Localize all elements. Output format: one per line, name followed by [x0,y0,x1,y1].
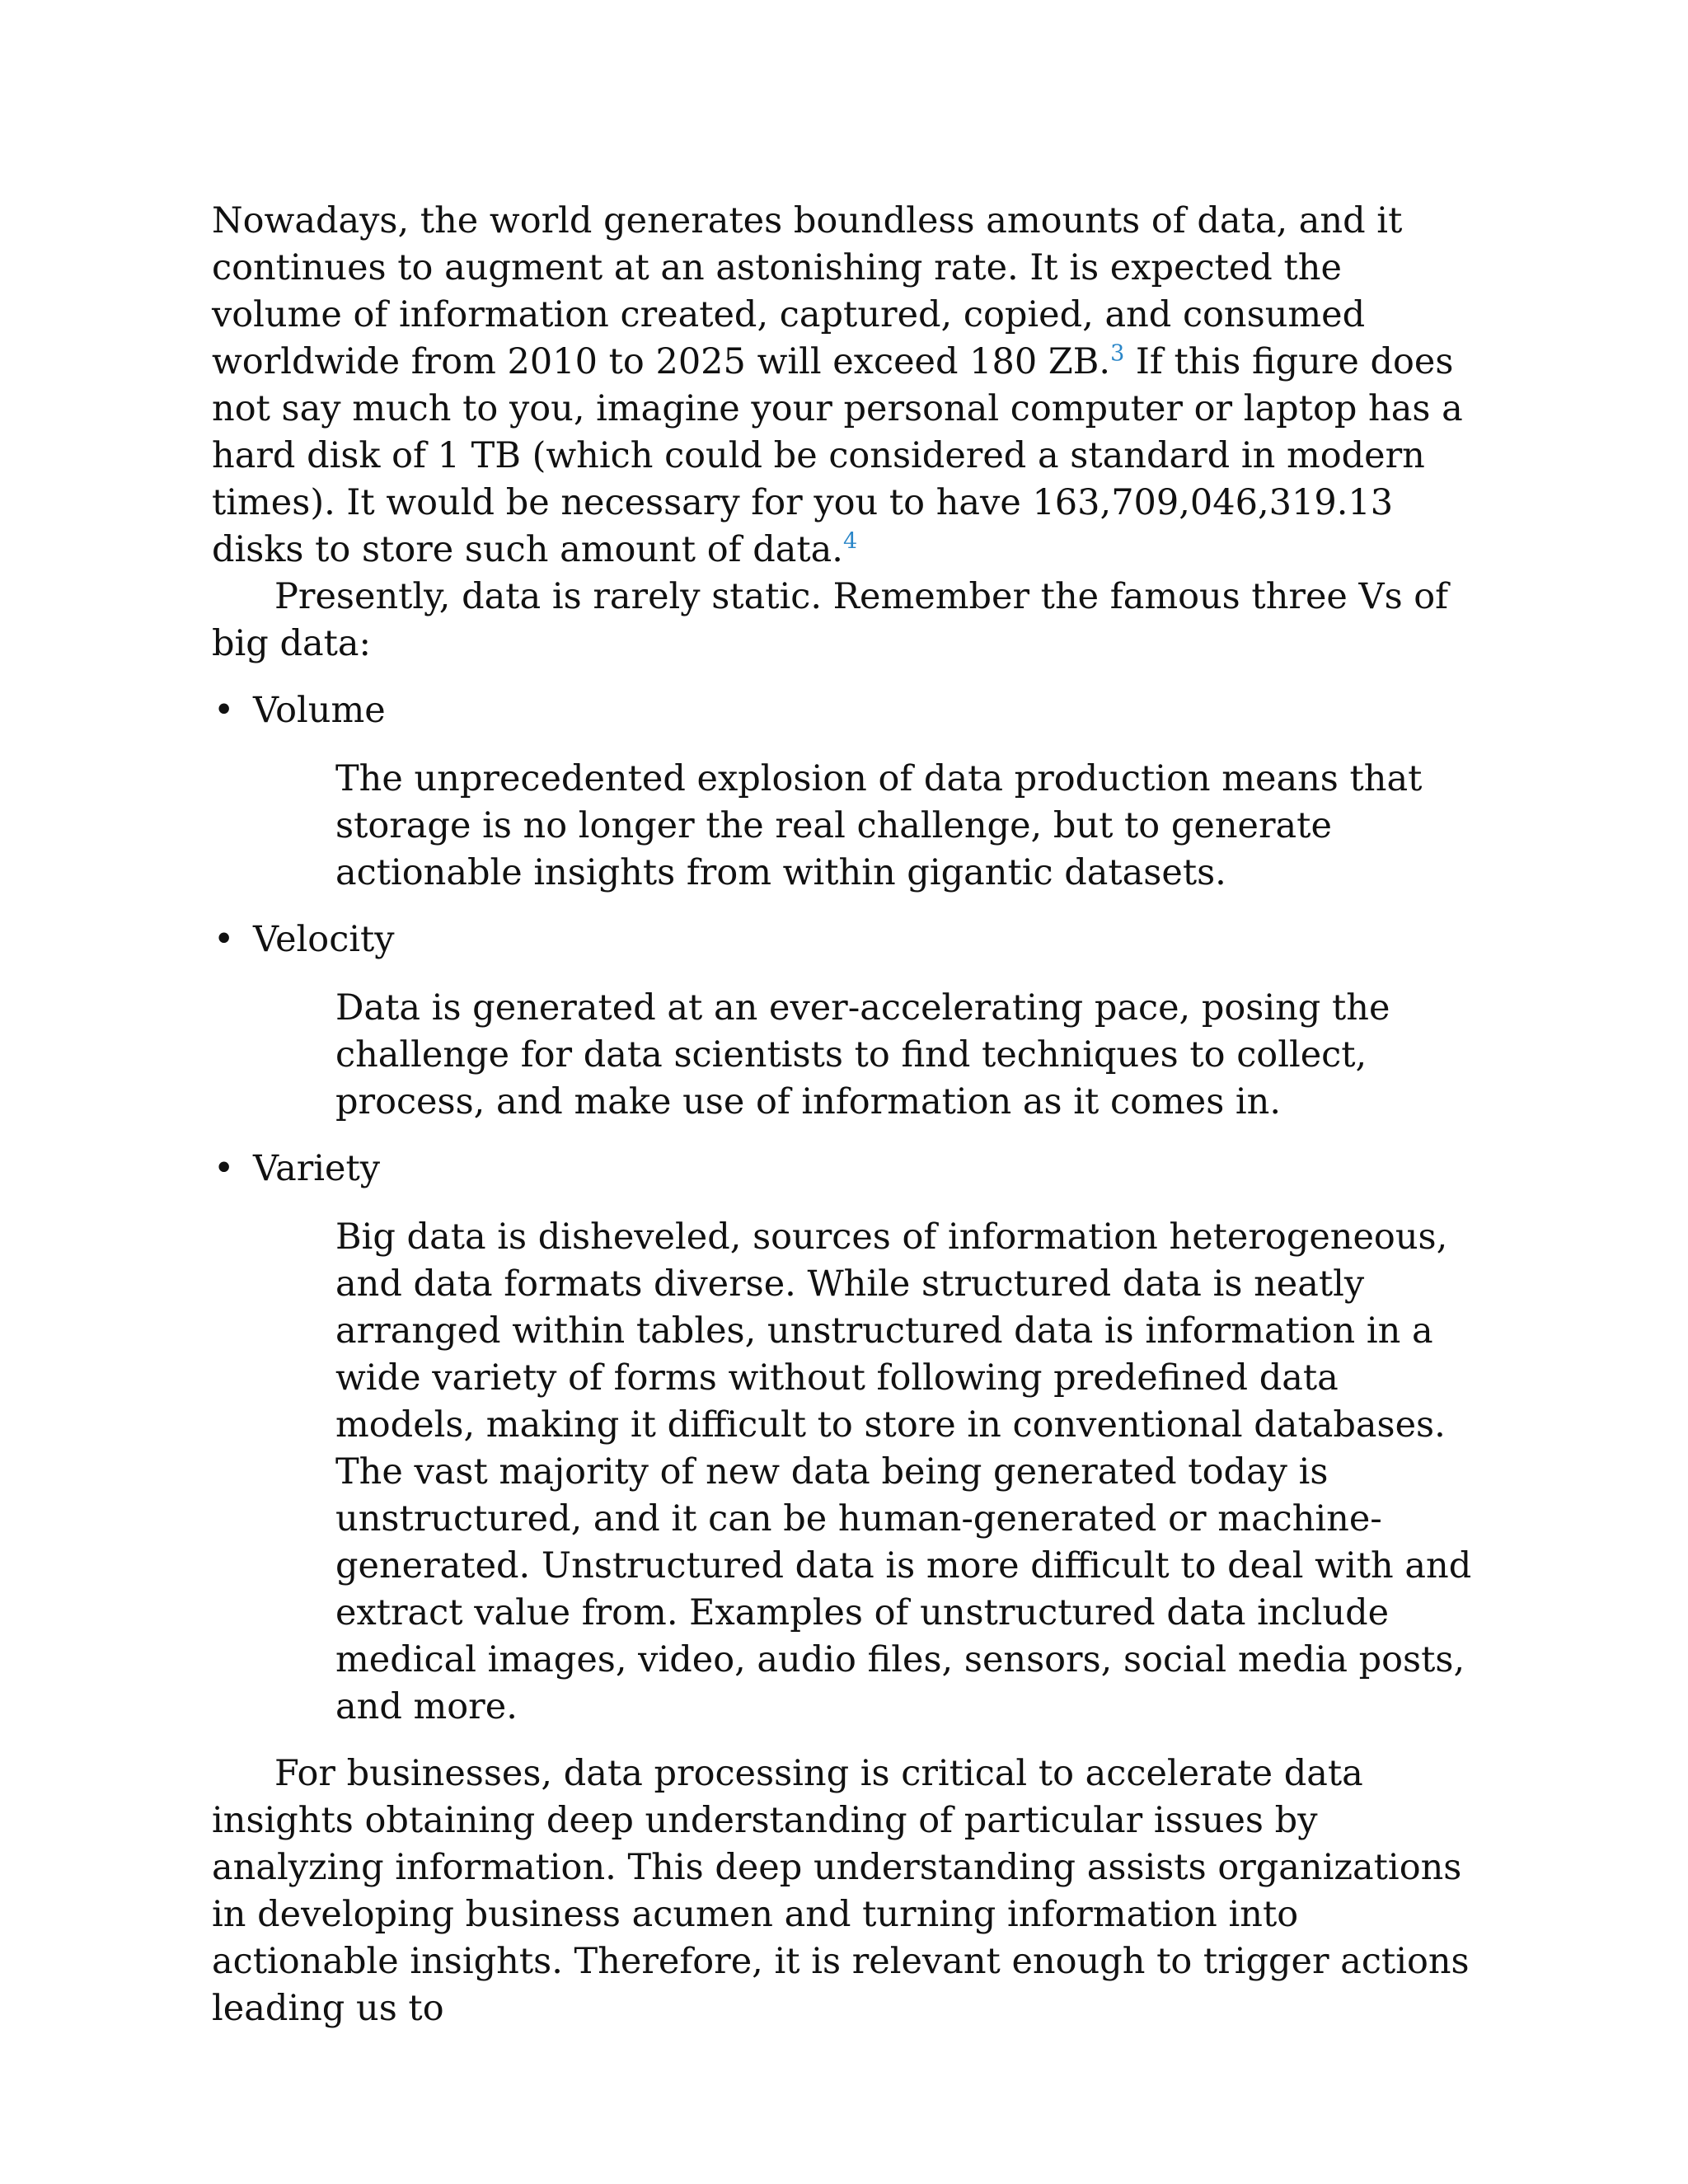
footnote-ref-3[interactable]: 3 [1110,340,1125,367]
bullet-icon: • [213,919,235,960]
list-item-term: Variety [253,1148,381,1189]
list-item-volume [212,687,1481,897]
paragraph-intro-text: Nowadays, the world generates boundless amounts of data, and it continues to augment at an astonishing rate. It is expected the volume of information created, captured, copied, and consumed worldwide from 2010 to 2025 will exceed 180 ZB. [212,200,1403,382]
list-item-description: Big data is disheveled, sources of information heterogeneous, and data formats diverse. While structured data is neatly arranged within tables, unstructured data is information in a wide variety of forms without following predefined data models, making it difficult to store in conventional databases. The vast majority of new data being generated today is unstructured, and it can be human-generated or machine-generated. Unstructured data is more difficult to deal with and extract value from. Examples of unstructured data include medical images, video, audio files, sensors, social media posts, and more. [335,1216,1472,1727]
bullet-icon: • [213,1148,235,1189]
paragraph-business: For businesses, data processing is critical to accelerate data insights obtaining deep understanding of particular issues by analyzing information. This deep understanding assists organizations in developing business acumen and turning information into actionable insights. Therefore, it is relevant enough to trigger actions leading us to [212,1753,1470,2029]
three-vs-list [212,687,1481,1731]
paragraph-intro-text-continued: If this figure does not say much to you, imagine your personal computer or laptop has a hard disk of 1 TB (which could be considered a standard in modern times). It would be necessary for you to have 163,709,046,319.13 disks to store such amount of data. [212,341,1463,570]
list-item-variety [212,1146,1481,1731]
document-body [212,198,1481,2032]
list-item-term: Velocity [253,919,395,960]
footnote-ref-4[interactable]: 4 [842,528,858,555]
list-item-velocity [212,916,1481,1126]
list-item-description: Data is generated at an ever-accelerating pace, posing the challenge for data scientists to find techniques to collect, process, and make use of information as it comes in. [335,987,1390,1122]
list-item-description: The unprecedented explosion of data production means that storage is no longer the real challenge, but to generate actionable insights from within gigantic datasets. [335,758,1423,893]
paragraph-intro [212,198,1481,574]
paragraph-three-vs: Presently, data is rarely static. Remember the famous three Vs of big data: [212,576,1449,664]
bullet-icon: • [213,690,235,731]
list-item-term: Volume [253,690,386,731]
